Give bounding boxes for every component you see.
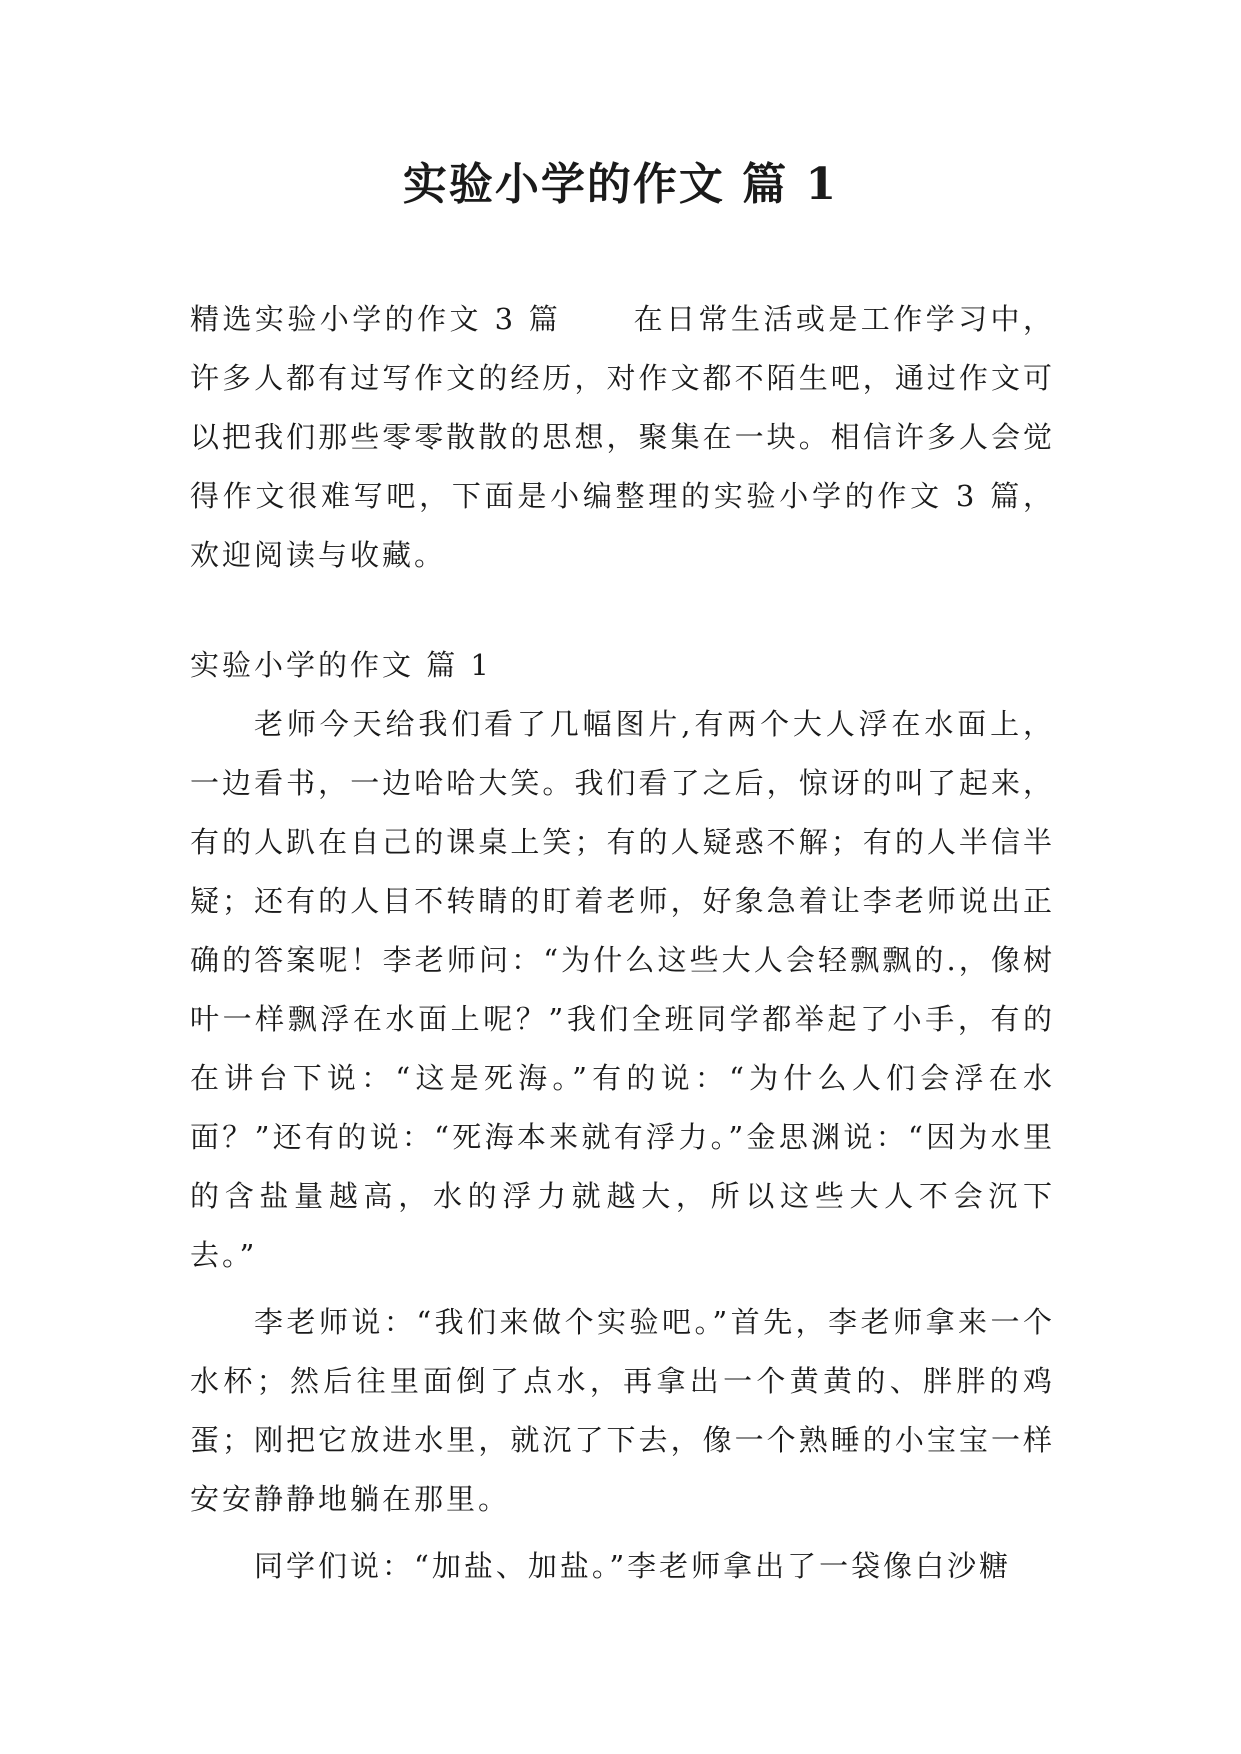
- document-title: 实验小学的作文 篇 1: [402, 159, 839, 210]
- article-paragraph: 李老师说：“我们来做个实验吧。”首先，李老师拿来一个水杯；然后往里面倒了点水，再拿出一个黄黄的、胖胖的鸡蛋；刚把它放进水里，就沉了下去，像一个熟睡的小宝宝一样安安静静地躺在那里。: [190, 1305, 1055, 1516]
- intro-paragraph: [190, 290, 1055, 585]
- article-paragraph: 老师今天给我们看了几幅图片,有两个大人浮在水面上，一边看书，一边哈哈大笑。我们看了之后，惊讶的叫了起来，有的人趴在自己的课桌上笑；有的人疑惑不解；有的人半信半疑；还有的人目不转睛的盯着老师，好象急着让李老师说出正确的答案呢！李老师问：“为什么这些大人会轻飘飘的.，像树叶一样飘浮在水面上呢？”我们全班同学都举起了小手，有的在讲台下说：“这是死海。”有的说：“为什么人们会浮在水面？”还有的说：“死海本来就有浮力。”金思渊说：“因为水里的含盐量越高，水的浮力就越大，所以这些大人不会沉下去。”: [190, 707, 1055, 1272]
- intro-body: 在日常生活或是工作学习中，许多人都有过写作文的经历，对作文都不陌生吧，通过作文可以把我们那些零零散散的思想，聚集在一块。相信许多人会觉得作文很难写吧，下面是小编整理的实验小学的作文 3 篇，欢迎阅读与收藏。: [190, 302, 1055, 572]
- intro-lead: 精选实验小学的作文 3 篇: [190, 302, 562, 336]
- article-paragraph: 同学们说：“加盐、加盐。”李老师拿出了一袋像白沙糖: [254, 1549, 1012, 1583]
- section-heading: 实验小学的作文 篇 1: [190, 648, 492, 682]
- article-body: [190, 695, 1055, 1604]
